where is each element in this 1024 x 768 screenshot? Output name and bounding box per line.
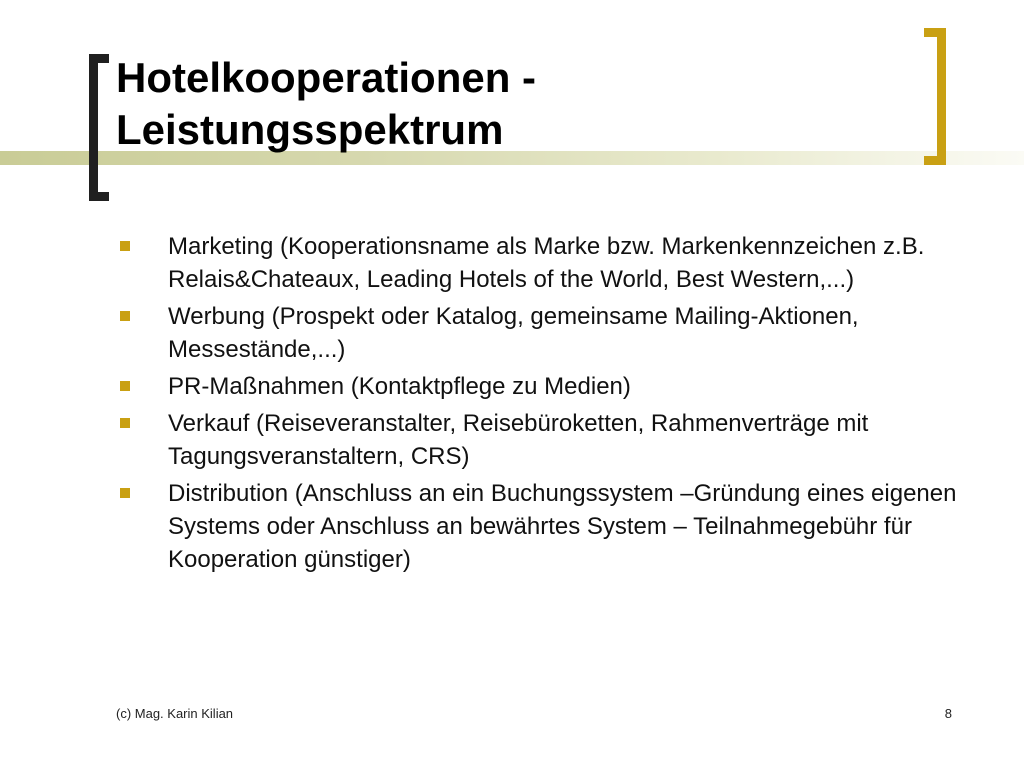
- square-bullet-icon: [120, 381, 130, 391]
- bullet-item-distribution: [116, 477, 966, 576]
- footer-author: (c) Mag. Karin Kilian: [116, 706, 234, 721]
- square-bullet-icon: [120, 488, 130, 498]
- page-number: 8: [944, 706, 952, 721]
- slide-title: [116, 52, 916, 156]
- title-line-2: Leistungsspektrum: [116, 106, 504, 153]
- bullet-item-marketing: [116, 230, 966, 296]
- square-bullet-icon: [120, 241, 130, 251]
- bullet-item-verkauf: [116, 407, 966, 473]
- title-line-1: Hotelkooperationen -: [116, 54, 537, 101]
- left-bracket-decoration: [89, 54, 109, 201]
- bullet-text: Werbung (Prospekt oder Katalog, gemeinsame Mailing-Aktionen, Messestände,...): [168, 303, 859, 363]
- right-bracket-decoration: [924, 28, 946, 165]
- bullet-item-werbung: [116, 300, 966, 366]
- bullet-item-pr: [116, 370, 966, 403]
- bullet-text: Verkauf (Reiseveranstalter, Reisebüroketten, Rahmenverträge mit Tagungsveranstaltern, CRS): [168, 410, 869, 470]
- bullet-text: Distribution (Anschluss an ein Buchungssystem –Gründung eines eigenen Systems oder Anschluss an bewährtes System – Teilnahmegebühr für Kooperation günstiger): [168, 480, 957, 573]
- square-bullet-icon: [120, 311, 130, 321]
- bullet-text: Marketing (Kooperationsname als Marke bzw. Markenkennzeichen z.B. Relais&Chateaux, Leading Hotels of the World, Best Western,...): [168, 233, 925, 293]
- bullet-list: [116, 230, 966, 580]
- square-bullet-icon: [120, 418, 130, 428]
- bullet-text: PR-Maßnahmen (Kontaktpflege zu Medien): [168, 373, 631, 400]
